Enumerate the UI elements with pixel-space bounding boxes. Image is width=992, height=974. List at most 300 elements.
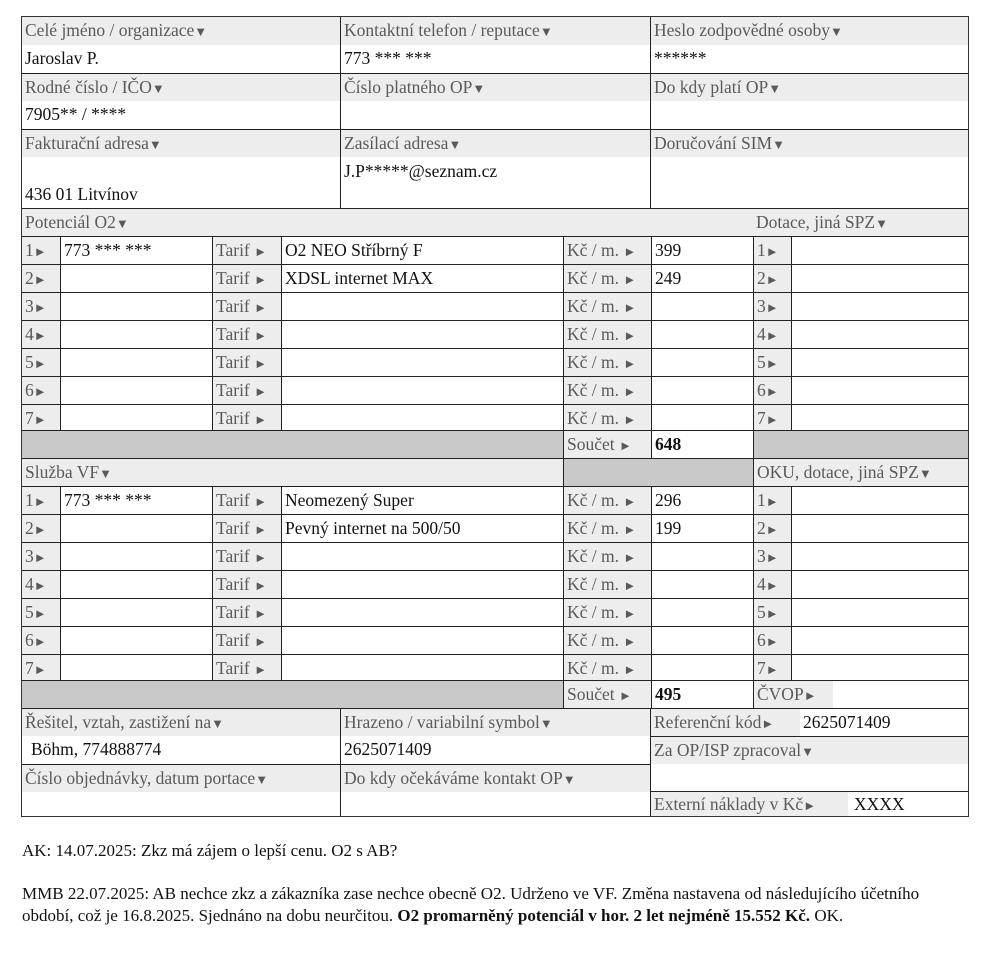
row-phone-field[interactable]: [60, 264, 212, 292]
row-tariff-label: [212, 626, 281, 654]
arrow-right-icon: ►: [33, 606, 47, 621]
row-price-field[interactable]: [651, 598, 753, 626]
vf-sum-spacer: [22, 680, 563, 708]
row-tariff-field[interactable]: [281, 320, 563, 348]
row-right-field[interactable]: [791, 570, 968, 598]
arrow-right-icon: ►: [623, 634, 637, 649]
row-phone-field[interactable]: [60, 570, 212, 598]
row-phone-field[interactable]: [60, 654, 212, 682]
row-price-field[interactable]: [651, 654, 753, 682]
arrow-right-icon: ►: [254, 412, 268, 427]
solver-field[interactable]: Böhm, 774888774: [31, 739, 162, 759]
row-number: [22, 376, 60, 404]
billing-label: Fakturační adresa▼: [22, 129, 340, 157]
row-right-field[interactable]: [791, 264, 968, 292]
arrow-right-icon: ►: [765, 522, 779, 537]
customer-form: [21, 16, 969, 817]
row-right-number: [753, 320, 791, 348]
dropdown-icon[interactable]: ▼: [801, 744, 814, 759]
arrow-right-icon: ►: [33, 328, 47, 343]
row-number: [22, 626, 60, 654]
row-phone-field[interactable]: [60, 320, 212, 348]
note-1: AK: 14.07.2025: Zkz má zájem o lepší cenu. O2 s AB?: [22, 841, 398, 860]
arrow-right-icon: ►: [623, 578, 637, 593]
row-tariff-field[interactable]: [281, 626, 563, 654]
row-price-label: [563, 626, 651, 654]
row-tariff-field[interactable]: [281, 654, 563, 682]
row-index: 3: [25, 546, 34, 566]
row-index: 7: [25, 658, 34, 678]
row-tariff-label: [212, 654, 281, 682]
row-price-field[interactable]: 249: [651, 264, 753, 292]
row-phone-field[interactable]: [60, 404, 212, 432]
password-field[interactable]: ******: [650, 45, 968, 73]
row-right-field[interactable]: [791, 542, 968, 570]
row-phone-field[interactable]: [60, 542, 212, 570]
row-index: 4: [25, 324, 34, 344]
price-unit-text: Kč / m.: [567, 296, 620, 316]
dropdown-icon[interactable]: ▼: [194, 24, 208, 39]
name-field[interactable]: Jaroslav P.: [25, 48, 99, 68]
arrow-right-icon: ►: [765, 328, 779, 343]
price-unit-text: Kč / m.: [567, 268, 620, 288]
row-right-field[interactable]: [791, 348, 968, 376]
dropdown-icon[interactable]: ▼: [115, 216, 129, 231]
row-price-field[interactable]: 296: [651, 486, 753, 514]
row-phone-field[interactable]: [60, 292, 212, 320]
row-phone-field[interactable]: 773 *** ***: [60, 486, 212, 514]
arrow-right-icon: ►: [803, 688, 817, 703]
row-tariff-field[interactable]: [281, 404, 563, 432]
row-price-label: [563, 486, 651, 514]
row-price-label: [563, 236, 651, 264]
row-right-number: [753, 626, 791, 654]
dropdown-icon[interactable]: ▼: [448, 137, 462, 152]
dropdown-icon[interactable]: ▼: [99, 466, 112, 481]
order-field[interactable]: [22, 792, 340, 816]
row-price-field[interactable]: [651, 626, 753, 654]
o2-sum-right: [753, 430, 968, 458]
row-right-field[interactable]: [791, 514, 968, 542]
row-index: 5: [25, 602, 34, 622]
arrow-right-icon: ►: [623, 550, 637, 565]
arrow-right-icon: ►: [623, 522, 637, 537]
rc-field[interactable]: 7905** / ****: [25, 104, 127, 124]
dropdown-icon[interactable]: ▼: [148, 137, 162, 152]
arrow-right-icon: ►: [33, 244, 47, 259]
row-tariff-label: [212, 320, 281, 348]
sim-label: Doručování SIM▼: [650, 129, 968, 157]
row-number: [22, 486, 60, 514]
dropdown-icon[interactable]: ▼: [768, 81, 782, 96]
note-2-end: OK.: [814, 906, 844, 925]
o2-right-label: Dotace, jiná SPZ▼: [753, 208, 968, 236]
row-tariff-field[interactable]: [281, 570, 563, 598]
row-right-number: [753, 376, 791, 404]
arrow-right-icon: ►: [623, 494, 637, 509]
row-price-label: [563, 514, 651, 542]
contact-label: Do kdy očekáváme kontakt OP▼: [340, 764, 650, 792]
ref-code-label: Referenční kód►: [650, 708, 800, 736]
arrow-right-icon: ►: [33, 578, 47, 593]
row-index: 4: [757, 574, 766, 594]
row-phone-field[interactable]: [60, 348, 212, 376]
row-price-field[interactable]: [651, 348, 753, 376]
op-valid-label: Do kdy platí OP▼: [650, 73, 968, 101]
dropdown-icon[interactable]: ▼: [211, 716, 224, 731]
row-index: 5: [25, 352, 34, 372]
dropdown-icon[interactable]: ▼: [772, 137, 785, 152]
arrow-right-icon: ►: [765, 300, 779, 315]
row-tariff-field[interactable]: [281, 598, 563, 626]
dropdown-icon[interactable]: ▼: [151, 81, 165, 96]
arrow-right-icon: ►: [33, 356, 47, 371]
cvop-label: ČVOP►: [753, 680, 833, 708]
dropdown-icon[interactable]: ▼: [829, 24, 843, 39]
rc-label: Rodné číslo / IČO▼: [22, 73, 340, 101]
row-right-field[interactable]: [791, 486, 968, 514]
arrow-right-icon: ►: [765, 578, 779, 593]
tariff-label-text: Tarif: [216, 546, 250, 566]
row-price-field[interactable]: 199: [651, 514, 753, 542]
row-index: 6: [757, 380, 766, 400]
order-label: Číslo objednávky, datum portace▼: [22, 764, 340, 792]
row-tariff-label: [212, 570, 281, 598]
dropdown-icon[interactable]: ▼: [539, 24, 553, 39]
row-right-field[interactable]: [791, 320, 968, 348]
row-number: [22, 570, 60, 598]
arrow-right-icon: ►: [33, 494, 47, 509]
row-number: [22, 514, 60, 542]
row-index: 1: [757, 240, 766, 260]
row-price-label: [563, 542, 651, 570]
row-tariff-label: [212, 348, 281, 376]
dropdown-icon[interactable]: ▼: [539, 716, 553, 731]
row-number: [22, 654, 60, 682]
price-unit-text: Kč / m.: [567, 380, 620, 400]
row-right-number: [753, 598, 791, 626]
row-phone-field[interactable]: [60, 514, 212, 542]
row-price-label: [563, 320, 651, 348]
arrow-right-icon: ►: [765, 384, 779, 399]
price-unit-text: Kč / m.: [567, 352, 620, 372]
row-price-label: [563, 376, 651, 404]
tariff-label-text: Tarif: [216, 602, 250, 622]
row-tariff-label: [212, 486, 281, 514]
row-index: 6: [25, 380, 34, 400]
op-label: Číslo platného OP▼: [340, 73, 650, 101]
dropdown-icon[interactable]: ▼: [875, 216, 888, 231]
row-tariff-label: [212, 376, 281, 404]
arrow-right-icon: ►: [254, 578, 268, 593]
arrow-right-icon: ►: [765, 272, 779, 287]
row-index: 6: [25, 630, 34, 650]
solver-label: Řešitel, vztah, zastižení na▼: [22, 708, 340, 736]
row-number: [22, 264, 60, 292]
row-right-number: [753, 292, 791, 320]
tariff-label-text: Tarif: [216, 574, 250, 594]
dropdown-icon[interactable]: ▼: [918, 466, 932, 481]
vf-sum-label: Součet ►: [563, 680, 651, 708]
arrow-right-icon: ►: [623, 412, 637, 427]
row-index: 4: [25, 574, 34, 594]
ref-code-field[interactable]: 2625071409: [800, 708, 968, 736]
arrow-right-icon: ►: [254, 550, 268, 565]
price-unit-text: Kč / m.: [567, 630, 620, 650]
cvop-field[interactable]: [833, 680, 968, 708]
row-number: [22, 404, 60, 432]
arrow-right-icon: ►: [765, 412, 779, 427]
row-index: 6: [757, 630, 766, 650]
arrow-right-icon: ►: [623, 244, 637, 259]
ext-costs-field[interactable]: XXXX: [848, 791, 968, 816]
row-number: [22, 598, 60, 626]
price-unit-text: Kč / m.: [567, 408, 620, 428]
row-index: 7: [757, 658, 766, 678]
row-right-number: [753, 236, 791, 264]
arrow-right-icon: ►: [623, 606, 637, 621]
dropdown-icon[interactable]: ▼: [255, 772, 269, 787]
arrow-right-icon: ►: [254, 244, 268, 259]
tariff-label-text: Tarif: [216, 380, 250, 400]
op-processed-field[interactable]: [650, 764, 968, 791]
row-right-number: [753, 486, 791, 514]
row-right-field[interactable]: [791, 236, 968, 264]
arrow-right-icon: ►: [33, 412, 47, 427]
row-price-field[interactable]: [651, 542, 753, 570]
row-price-field[interactable]: 399: [651, 236, 753, 264]
row-tariff-field[interactable]: [281, 348, 563, 376]
row-right-number: [753, 542, 791, 570]
row-right-field[interactable]: [791, 376, 968, 404]
row-price-field[interactable]: [651, 376, 753, 404]
arrow-right-icon: ►: [33, 550, 47, 565]
tariff-label-text: Tarif: [216, 324, 250, 344]
row-tariff-label: [212, 404, 281, 432]
price-unit-text: Kč / m.: [567, 518, 620, 538]
arrow-right-icon: ►: [765, 634, 779, 649]
tariff-label-text: Tarif: [216, 408, 250, 428]
row-number: [22, 292, 60, 320]
arrow-right-icon: ►: [33, 300, 47, 315]
row-price-label: [563, 264, 651, 292]
arrow-right-icon: ►: [33, 384, 47, 399]
row-index: 5: [757, 602, 766, 622]
row-price-label: [563, 570, 651, 598]
arrow-right-icon: ►: [765, 244, 779, 259]
row-tariff-label: [212, 292, 281, 320]
op-valid-field[interactable]: [650, 101, 968, 129]
arrow-right-icon: ►: [33, 522, 47, 537]
arrow-right-icon: ►: [33, 272, 47, 287]
arrow-right-icon: ►: [765, 550, 779, 565]
row-right-number: [753, 570, 791, 598]
row-tariff-label: [212, 236, 281, 264]
password-label: Heslo zodpovědné osoby▼: [650, 17, 968, 45]
tariff-label-text: Tarif: [216, 352, 250, 372]
price-unit-text: Kč / m.: [567, 574, 620, 594]
row-index: 7: [757, 408, 766, 428]
price-unit-text: Kč / m.: [567, 324, 620, 344]
arrow-right-icon: ►: [33, 662, 47, 677]
row-tariff-field[interactable]: XDSL internet MAX: [281, 264, 563, 292]
row-tariff-field[interactable]: Pevný internet na 500/50: [281, 514, 563, 542]
row-right-number: [753, 264, 791, 292]
row-right-field[interactable]: [791, 626, 968, 654]
row-number: [22, 320, 60, 348]
arrow-right-icon: ►: [623, 300, 637, 315]
row-index: 3: [25, 296, 34, 316]
shipping-label: Zasílací adresa▼: [340, 129, 650, 157]
price-unit-text: Kč / m.: [567, 240, 620, 260]
shipping-field[interactable]: J.P*****@seznam.cz: [340, 157, 650, 208]
row-index: 2: [757, 518, 766, 538]
row-index: 1: [25, 490, 34, 510]
vf-section-dark: [563, 458, 753, 486]
name-label: Celé jméno / organizace▼: [22, 17, 340, 45]
notes: [22, 840, 972, 948]
phone-label: Kontaktní telefon / reputace▼: [340, 17, 650, 45]
row-right-field[interactable]: [791, 404, 968, 432]
row-price-label: [563, 292, 651, 320]
row-tariff-label: [212, 598, 281, 626]
arrow-right-icon: ►: [33, 634, 47, 649]
row-right-number: [753, 654, 791, 682]
price-unit-text: Kč / m.: [567, 658, 620, 678]
row-number: [22, 236, 60, 264]
tariff-label-text: Tarif: [216, 240, 250, 260]
o2-sum-label: Součet ►: [563, 430, 651, 458]
arrow-right-icon: ►: [254, 356, 268, 371]
row-price-label: [563, 654, 651, 682]
arrow-right-icon: ►: [765, 662, 779, 677]
arrow-right-icon: ►: [761, 716, 775, 731]
arrow-right-icon: ►: [254, 328, 268, 343]
row-right-number: [753, 404, 791, 432]
arrow-right-icon: ►: [254, 300, 268, 315]
row-tariff-label: [212, 514, 281, 542]
ext-costs-label: Externí náklady v Kč►: [650, 791, 848, 816]
row-tariff-field[interactable]: [281, 376, 563, 404]
row-index: 1: [25, 240, 34, 260]
row-price-field[interactable]: [651, 320, 753, 348]
arrow-right-icon: ►: [254, 522, 268, 537]
paid-field[interactable]: 2625071409: [340, 736, 650, 764]
arrow-right-icon: ►: [765, 606, 779, 621]
row-index: 5: [757, 352, 766, 372]
arrow-right-icon: ►: [254, 606, 268, 621]
arrow-right-icon: ►: [254, 272, 268, 287]
o2-sum-spacer: [22, 430, 563, 458]
arrow-right-icon: ►: [254, 384, 268, 399]
row-price-label: [563, 598, 651, 626]
row-index: 3: [757, 296, 766, 316]
row-phone-field[interactable]: 773 *** ***: [60, 236, 212, 264]
row-tariff-field[interactable]: [281, 292, 563, 320]
arrow-right-icon: ►: [765, 494, 779, 509]
arrow-right-icon: ►: [765, 356, 779, 371]
sim-field[interactable]: [650, 157, 968, 208]
row-index: 3: [757, 546, 766, 566]
row-index: 1: [757, 490, 766, 510]
contact-field[interactable]: [340, 792, 650, 816]
note-2: [22, 883, 972, 927]
row-index: 7: [25, 408, 34, 428]
row-index: 2: [757, 268, 766, 288]
row-price-label: [563, 404, 651, 432]
vf-right-label: OKU, dotace, jiná SPZ▼: [753, 458, 968, 486]
arrow-right-icon: ►: [803, 798, 817, 813]
price-unit-text: Kč / m.: [567, 546, 620, 566]
row-price-field[interactable]: [651, 292, 753, 320]
tariff-label-text: Tarif: [216, 296, 250, 316]
row-price-field[interactable]: [651, 404, 753, 432]
tariff-label-text: Tarif: [216, 630, 250, 650]
paid-label: Hrazeno / variabilní symbol▼: [340, 708, 650, 736]
tariff-label-text: Tarif: [216, 658, 250, 678]
row-right-field[interactable]: [791, 654, 968, 682]
arrow-right-icon: ►: [619, 438, 632, 453]
note-2-text: MMB 22.07.2025: AB nechce zkz a zákazníka zase nechce obecně O2. Udrženo ve VF. Změna nastavena od následujícího účetního období, což je 16.8.2025. Sjednáno na dobu neurčitou.: [22, 884, 920, 925]
note-2-bold: O2 promarněný potenciál v hor. 2 let nejméně 15.552 Kč.: [397, 906, 811, 925]
o2-sum-value: 648: [651, 430, 753, 458]
dropdown-icon[interactable]: ▼: [562, 772, 576, 787]
arrow-right-icon: ►: [623, 356, 637, 371]
row-tariff-label: [212, 264, 281, 292]
arrow-right-icon: ►: [623, 662, 637, 677]
row-right-field[interactable]: [791, 292, 968, 320]
arrow-right-icon: ►: [623, 328, 637, 343]
row-right-number: [753, 514, 791, 542]
op-processed-label: Za OP/ISP zpracoval▼: [650, 736, 968, 764]
row-tariff-field[interactable]: [281, 542, 563, 570]
phone-field[interactable]: 773 *** ***: [340, 45, 650, 73]
billing-field[interactable]: 436 01 Litvínov: [25, 184, 138, 204]
tariff-label-text: Tarif: [216, 268, 250, 288]
arrow-right-icon: ►: [254, 494, 268, 509]
row-number: [22, 348, 60, 376]
row-tariff-label: [212, 542, 281, 570]
arrow-right-icon: ►: [623, 272, 637, 287]
price-unit-text: Kč / m.: [567, 490, 620, 510]
row-index: 4: [757, 324, 766, 344]
vf-sum-value: 495: [651, 680, 753, 708]
dropdown-icon[interactable]: ▼: [472, 81, 486, 96]
row-index: 2: [25, 518, 34, 538]
row-price-label: [563, 348, 651, 376]
arrow-right-icon: ►: [254, 662, 268, 677]
row-number: [22, 542, 60, 570]
op-field[interactable]: [340, 101, 650, 129]
row-tariff-field[interactable]: O2 NEO Stříbrný F: [281, 236, 563, 264]
tariff-label-text: Tarif: [216, 490, 250, 510]
price-unit-text: Kč / m.: [567, 602, 620, 622]
row-right-number: [753, 348, 791, 376]
row-tariff-field[interactable]: Neomezený Super: [281, 486, 563, 514]
arrow-right-icon: ►: [623, 384, 637, 399]
row-phone-field[interactable]: [60, 626, 212, 654]
row-phone-field[interactable]: [60, 598, 212, 626]
row-phone-field[interactable]: [60, 376, 212, 404]
row-right-field[interactable]: [791, 598, 968, 626]
o2-section-label: Potenciál O2▼: [22, 208, 753, 236]
row-index: 2: [25, 268, 34, 288]
tariff-label-text: Tarif: [216, 518, 250, 538]
arrow-right-icon: ►: [619, 688, 632, 703]
arrow-right-icon: ►: [254, 634, 268, 649]
row-price-field[interactable]: [651, 570, 753, 598]
vf-section-label: Služba VF▼: [22, 458, 563, 486]
